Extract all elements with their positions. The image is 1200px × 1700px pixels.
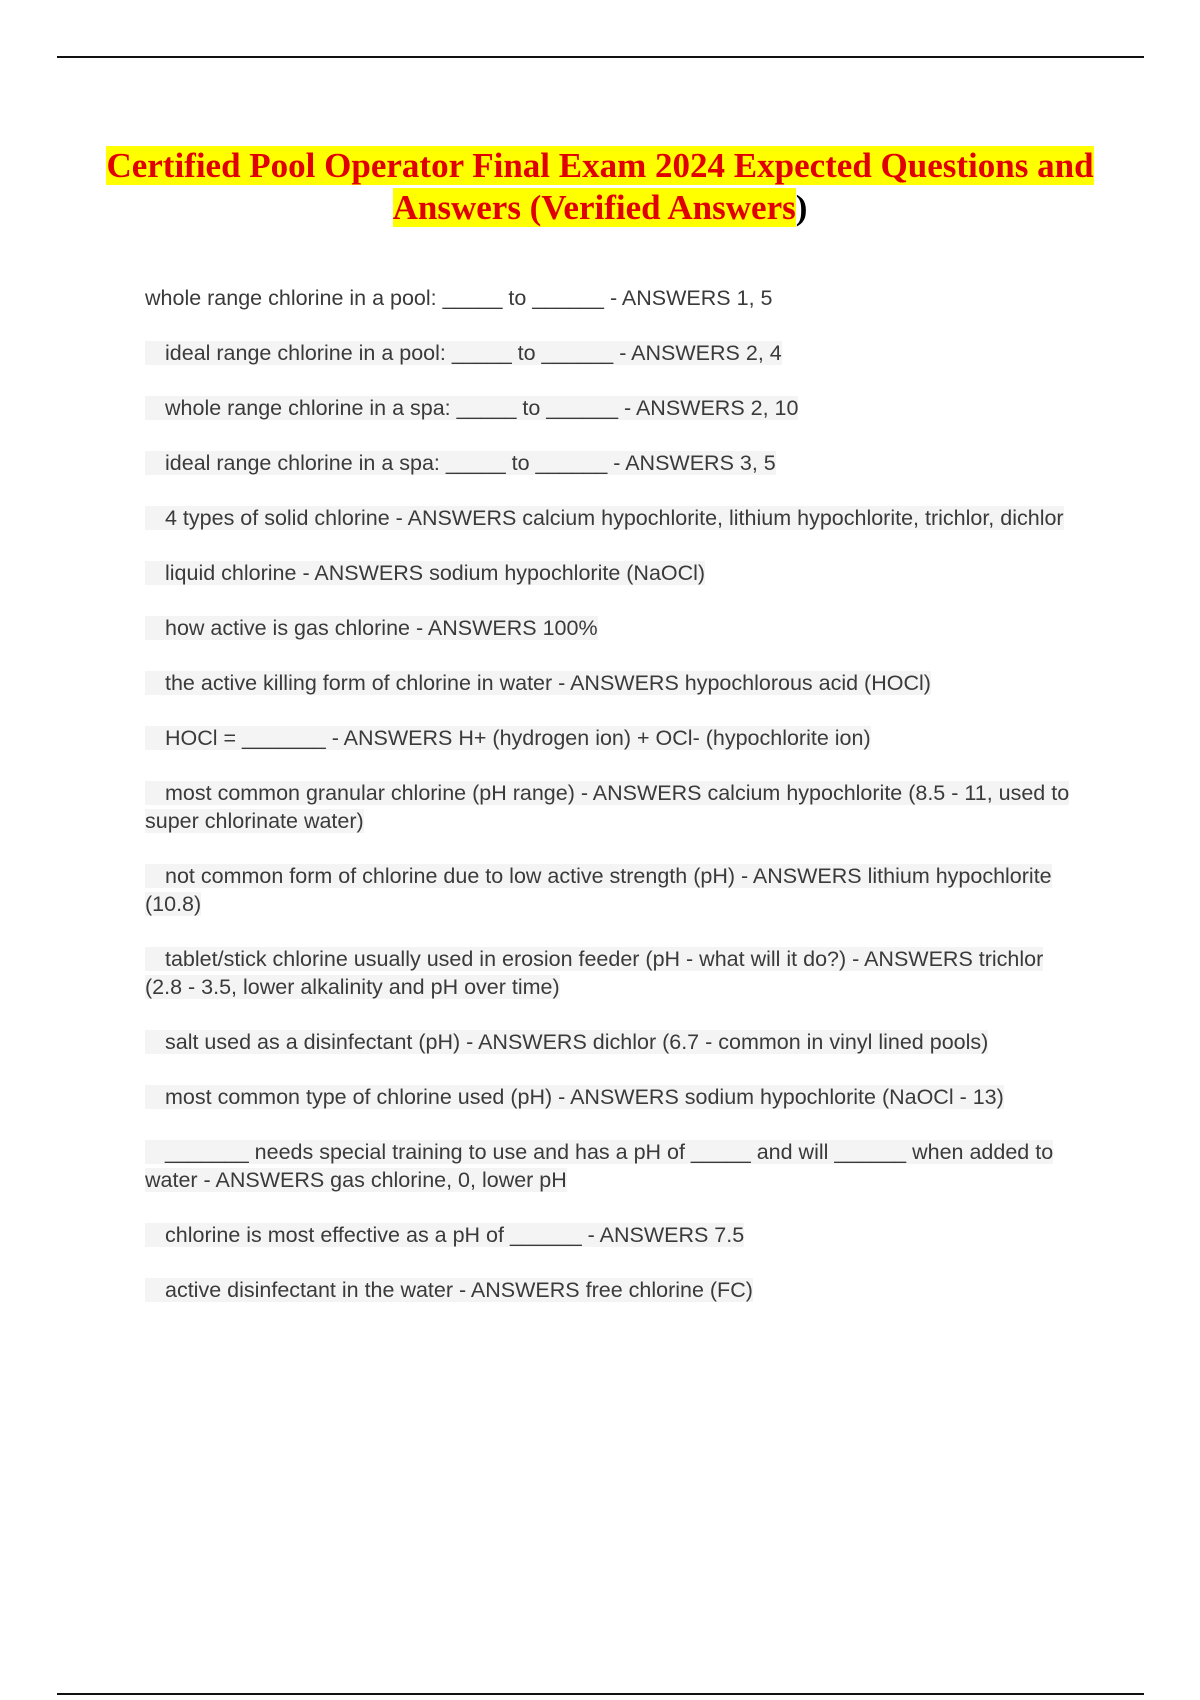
- qa-item: [145, 559, 1085, 587]
- qa-text: how active is gas chlorine - ANSWERS 100%: [145, 616, 598, 640]
- qa-item: [145, 1221, 1085, 1249]
- qa-text: _______ needs special training to use and has a pH of _____ and will ______ when added to water - ANSWERS gas chlorine, 0, lower pH: [145, 1140, 1054, 1192]
- qa-item: [145, 284, 1085, 312]
- top-rule: [57, 56, 1144, 58]
- qa-item: [145, 1138, 1085, 1194]
- qa-item: [145, 1028, 1085, 1056]
- qa-text: tablet/stick chlorine usually used in erosion feeder (pH - what will it do?) - ANSWERS trichlor (2.8 - 3.5, lower alkalinity and pH over time): [145, 947, 1044, 999]
- qa-text: active disinfectant in the water - ANSWERS free chlorine (FC): [145, 1278, 753, 1302]
- qa-list: [145, 284, 1085, 1331]
- qa-text: ideal range chlorine in a pool: _____ to ______ - ANSWERS 2, 4: [145, 341, 782, 365]
- title-closing-paren: ): [795, 188, 808, 227]
- qa-text: 4 types of solid chlorine - ANSWERS calcium hypochlorite, lithium hypochlorite, trichlor, dichlor: [145, 506, 1064, 530]
- qa-item: [145, 614, 1085, 642]
- qa-item: [145, 339, 1085, 367]
- qa-item: [145, 862, 1085, 918]
- qa-item: [145, 1083, 1085, 1111]
- qa-item: [145, 724, 1085, 752]
- qa-text: salt used as a disinfectant (pH) - ANSWERS dichlor (6.7 - common in vinyl lined pools): [145, 1030, 988, 1054]
- qa-item: [145, 669, 1085, 697]
- qa-text: chlorine is most effective as a pH of ______ - ANSWERS 7.5: [145, 1223, 744, 1247]
- qa-item: [145, 945, 1085, 1001]
- qa-text: liquid chlorine - ANSWERS sodium hypochlorite (NaOCl): [145, 561, 705, 585]
- qa-item: [145, 504, 1085, 532]
- bottom-rule: [57, 1693, 1144, 1695]
- qa-text: not common form of chlorine due to low active strength (pH) - ANSWERS lithium hypochlorite (10.8): [145, 864, 1052, 916]
- title-highlight: Certified Pool Operator Final Exam 2024 Expected Questions and Answers (Verified Answers: [106, 146, 1094, 227]
- qa-text: most common granular chlorine (pH range) - ANSWERS calcium hypochlorite (8.5 - 11, used to super chlorinate water): [145, 781, 1070, 833]
- qa-item: [145, 394, 1085, 422]
- document-title: [100, 145, 1100, 229]
- qa-text: ideal range chlorine in a spa: _____ to ______ - ANSWERS 3, 5: [145, 451, 776, 475]
- qa-text: HOCl = _______ - ANSWERS H+ (hydrogen ion) + OCl- (hypochlorite ion): [145, 726, 871, 750]
- qa-text: most common type of chlorine used (pH) - ANSWERS sodium hypochlorite (NaOCl - 13): [145, 1085, 1004, 1109]
- qa-item: [145, 1276, 1085, 1304]
- qa-text: the active killing form of chlorine in water - ANSWERS hypochlorous acid (HOCl): [145, 671, 931, 695]
- qa-item: [145, 779, 1085, 835]
- qa-item: [145, 449, 1085, 477]
- qa-text: whole range chlorine in a pool: _____ to ______ - ANSWERS 1, 5: [145, 286, 773, 310]
- qa-text: whole range chlorine in a spa: _____ to ______ - ANSWERS 2, 10: [145, 396, 798, 420]
